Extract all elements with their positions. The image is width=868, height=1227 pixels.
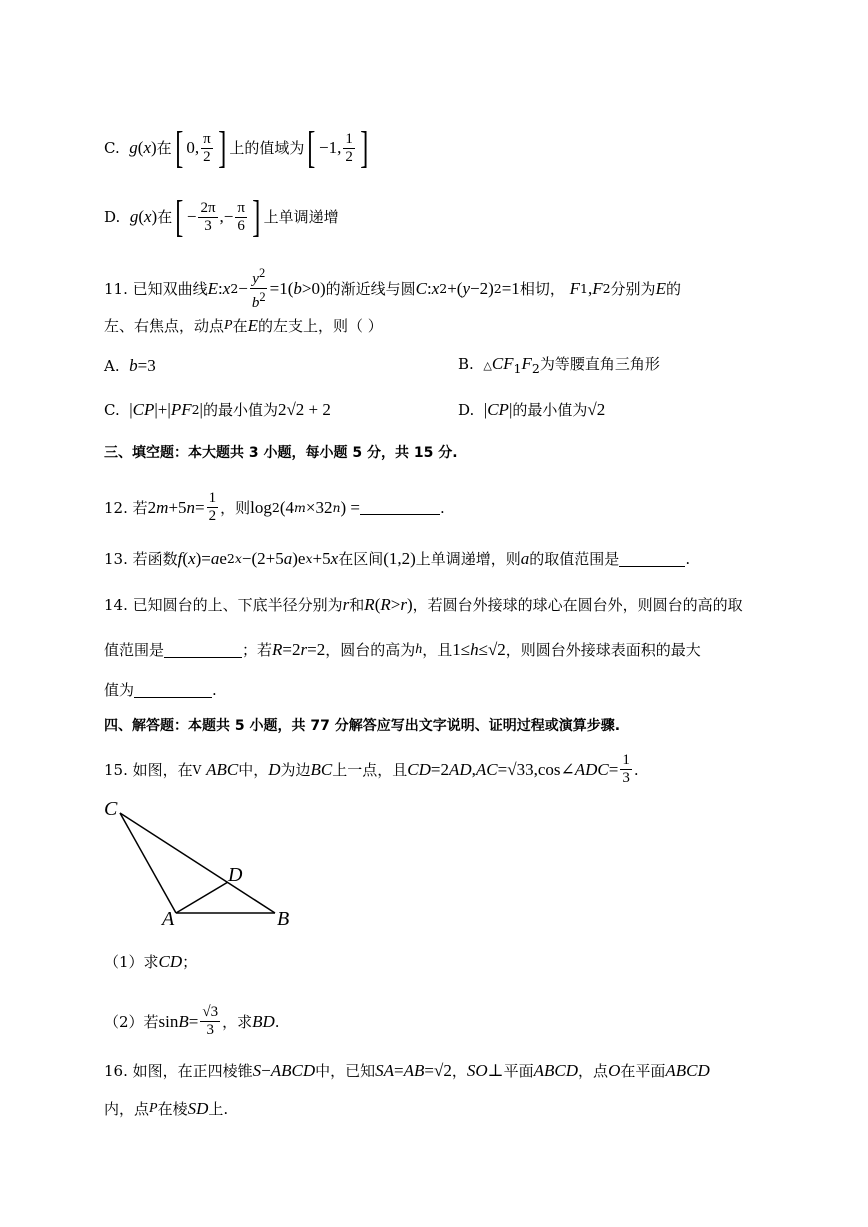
section-3-title: 三、填空题：本大题共 3 小题，每小题 5 分，共 15 分. bbox=[104, 445, 458, 461]
question-15: 15. 如图，在 V ABC 中， D 为边 BC 上一点，且 CD =2 AD , AC =√33,cos∠ ADC = $\frac{1}{3}$ . bbox=[104, 752, 639, 786]
label-d: D bbox=[228, 864, 243, 886]
segment-ad bbox=[176, 882, 228, 913]
option-d: D. g ( x ) 在 [ − $\frac{2\pi}{3}$ ,− $\frac{\pi}{6}$ ] 上单调递增 bbox=[104, 192, 339, 241]
question-16-line-1: 16. 如图，在正四棱锥 S − ABCD 中，已知 SA = AB =√2 ， SO ⊥ 平面 ABCD ，点 O 在平面 ABCD bbox=[104, 1061, 710, 1080]
section-4-title: 四、解答题：本题共 5 小题，共 77 分解答应写出文字说明、证明过程或演算步骤. bbox=[104, 718, 621, 734]
question-11-options-ab: A. b =3 B. $\triangle CF_1F_2$为等腰直角三角形 bbox=[104, 356, 156, 376]
option-label: D. bbox=[104, 208, 121, 226]
question-16-line-2: 内，点 P 在棱 SD 上. bbox=[104, 1099, 229, 1118]
question-11-options-cd: C. | CP |+| PF 2 | 的最小值为 2√2 + 2 D. |CP|的最小值为√2 bbox=[104, 400, 606, 419]
question-15-part-1: （1）求 CD ； bbox=[104, 952, 198, 971]
option-b: B. $\triangle CF_1F_2$为等腰直角三角形 bbox=[458, 353, 660, 376]
side-ca bbox=[120, 813, 176, 913]
label-a: A bbox=[162, 908, 175, 930]
option-label: C. bbox=[104, 139, 120, 157]
side-cb bbox=[120, 813, 275, 913]
label-b: B bbox=[277, 908, 290, 930]
question-11-line-2: 左、右焦点，动点 P 在 E 的左支上，则（ ） bbox=[104, 316, 383, 335]
question-14-line-3: 值为 . bbox=[104, 681, 217, 699]
question-12: 12. 若 2 m +5 n = $\frac{1}{2}$ ，则 log 2 (4 m ×32 n ) = . bbox=[104, 490, 445, 524]
question-13: 13. 若函数 f ( x )= a e 2x −(2+5 a )e x +5 x 在区间 (1,2) 上单调递增，则 a 的取值范围是 . bbox=[104, 549, 691, 568]
question-14-line-2: 值范围是 ；若 R =2 r =2 ，圆台的高为 h ，且 1≤ h ≤√2 ，则圆台外接球表面积的最大 bbox=[104, 640, 701, 659]
triangle-figure bbox=[100, 795, 300, 935]
option-c: C. g ( x ) 在 [ 0, $\frac{\pi}{2}$ ] 上的值域为 [ −1, $\frac{1}{2}$ ] bbox=[104, 123, 369, 172]
label-c: C bbox=[104, 798, 118, 820]
question-15-part-2: （2）若 sin B = $\frac{√3}{3}$ ，求 BD . bbox=[104, 1004, 280, 1038]
option-d-11: D. |CP|的最小值为√2 bbox=[458, 400, 606, 419]
question-11-line-1: 11. 已知双曲线 E : x 2 − $\frac{y^2}{b^2}$ =1( b >0) 的渐近线与圆 C : x 2 +( y −2) 2 =1 相切， F 1 , F 2 分别为 E 的 bbox=[104, 266, 681, 311]
question-14-line-1: 14. 已知圆台的上、下底半径分别为 r 和 R ( R > r ) ，若圆台外接球的球心在圆台外，则圆台的高的取 bbox=[104, 595, 743, 614]
